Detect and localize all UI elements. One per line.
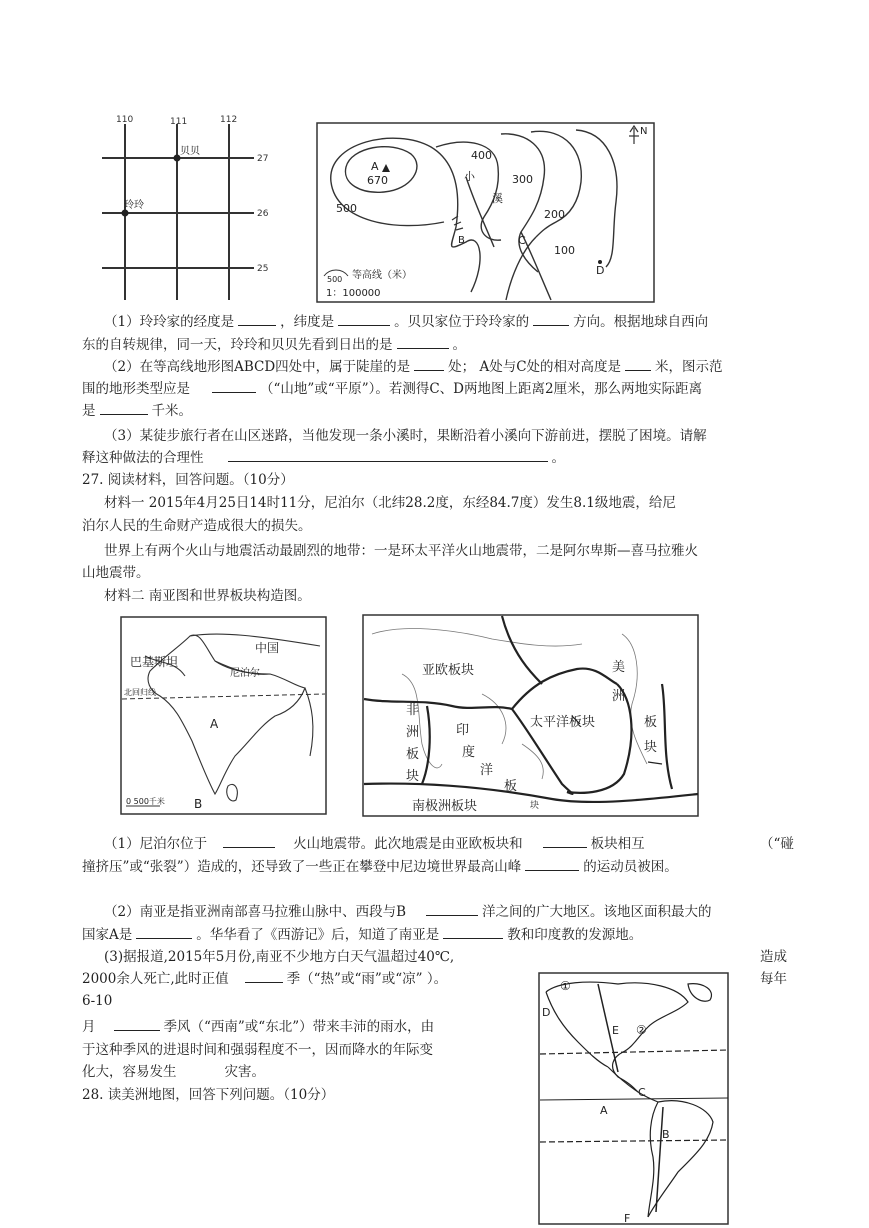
lon-label-111: 111 bbox=[170, 117, 188, 127]
americas-circle-1: ① bbox=[560, 979, 571, 993]
legend-contour-label: 等高线（米） bbox=[352, 270, 412, 281]
contour-label-100: 100 bbox=[554, 244, 575, 257]
pakistan-label: 巴基斯坦 bbox=[130, 655, 179, 669]
q27-s3-line2: 2000余人死亡,此时正值 季（“热”或“雨”或“凉” ）。 bbox=[82, 968, 447, 990]
q27-s2-line2: 国家A是 。华华看了《西游记》后，知道了南亚是 教和印度教的发源地。 bbox=[82, 924, 642, 946]
americas-map bbox=[538, 972, 730, 1226]
q26-line-6: （3）某徒步旅行者在山区迷路，当他发现一条小溪时，果断沿着小溪向下游前进，摆脱了困境。请解 bbox=[104, 428, 707, 444]
lingling-label: 玲玲 bbox=[124, 200, 144, 211]
peak-value: 670 bbox=[367, 174, 388, 187]
q26-line-4: 围的地形类型应是 （“山地”或“平原”）。若测得C、D两地图上距离2厘米，那么两地实际距离 bbox=[82, 378, 702, 400]
contour-label-200: 200 bbox=[544, 208, 565, 221]
american-plate-char-2: 洲 bbox=[612, 689, 626, 704]
eurasian-plate-label: 亚欧板块 bbox=[422, 663, 475, 678]
point-b-label: B bbox=[458, 235, 465, 246]
indian-plate-char-1: 印 bbox=[456, 723, 470, 738]
q27-s1-choice: （“碰 bbox=[760, 836, 794, 852]
q26-line-5: 是 千米。 bbox=[82, 400, 192, 422]
americas-label-d: D bbox=[542, 1006, 551, 1019]
q27-title: 27. 阅读材料，回答问题。（10分） bbox=[82, 472, 294, 488]
americas-label-e: E bbox=[612, 1024, 619, 1037]
extra-plate-char: 块 bbox=[530, 801, 540, 811]
lat-lon-grid-map bbox=[98, 110, 288, 305]
q26-line-2: 东的自转规律，同一天，玲玲和贝贝先看到日出的是 。 bbox=[82, 334, 466, 356]
q27-s3-line5: 化大，容易发生 灾害。 bbox=[82, 1064, 265, 1080]
nepal-label: 尼泊尔 bbox=[230, 668, 260, 679]
lat-label-25: 25 bbox=[257, 264, 269, 274]
q26-line-7: 释这种做法的合理性 。 bbox=[82, 447, 565, 469]
q27-material2: 材料二 南亚图和世界板块构造图。 bbox=[104, 588, 311, 604]
q28-title: 28. 读美洲地图，回答下列问题。（10分） bbox=[82, 1087, 335, 1103]
tropic-label: 北回归线 bbox=[124, 688, 156, 697]
south-asia-map bbox=[120, 616, 328, 816]
q27-s1-line2: 撞挤压”或“张裂”）造成的，还导致了一些正在攀登中尼边境世界最高山峰 的运动员被困。 bbox=[82, 856, 678, 878]
contour-label-400: 400 bbox=[471, 149, 492, 162]
indian-plate-char-2: 度 bbox=[462, 745, 476, 760]
contour-map bbox=[316, 122, 656, 304]
q27-s3-line3: 月 季风（“西南”或“东北”）带来丰沛的雨水，由 bbox=[82, 1016, 434, 1038]
indian-plate-char-4: 板 bbox=[504, 779, 518, 794]
china-label: 中国 bbox=[255, 641, 280, 655]
contour-label-300: 300 bbox=[512, 173, 533, 186]
q26-line-3: （2）在等高线地形图ABCD四处中，属于陡崖的是 处； A处与C处的相对高度是 米，图示范 bbox=[104, 356, 723, 378]
q26-line-1: （1）玲玲家的经度是 ，纬度是 。贝贝家位于玲玲家的 方向。根据地球自西向 bbox=[104, 311, 708, 333]
world-plates-map bbox=[362, 614, 700, 818]
q27-s1-line1: （1）尼泊尔位于 火山地震带。此次地震是由亚欧板块和 板块相互 bbox=[104, 833, 645, 855]
q27-s2-line1: （2）南亚是指亚洲南部喜马拉雅山脉中、西段与B 洋之间的广大地区。该地区面积最大的 bbox=[104, 901, 712, 923]
lat-label-27: 27 bbox=[257, 154, 269, 164]
african-plate-char-1: 非 bbox=[406, 703, 420, 718]
q27-material1-line2: 泊尔人民的生命财产造成很大的损失。 bbox=[82, 518, 312, 534]
americas-label-f: F bbox=[624, 1212, 631, 1225]
african-plate-char-4: 块 bbox=[406, 769, 420, 784]
lon-label-112: 112 bbox=[220, 115, 238, 125]
lat-label-26: 26 bbox=[257, 209, 269, 219]
american-plate-char-1: 美 bbox=[612, 660, 626, 675]
legend-scale: 1：100000 bbox=[326, 288, 381, 299]
q27-s3-months: 6-10 bbox=[82, 993, 113, 1009]
americas-label-c: C bbox=[638, 1086, 646, 1099]
americas-label-b: B bbox=[662, 1128, 670, 1141]
q27-material1-line3: 世界上有两个火山与地震活动最剧烈的地带：一是环太平洋火山地震带，二是阿尔卑斯—喜马拉雅火 bbox=[104, 543, 698, 559]
ocean-b-label: B bbox=[194, 797, 203, 811]
beibei-label: 贝贝 bbox=[180, 146, 200, 157]
antarctic-plate-label: 南极洲板块 bbox=[412, 799, 478, 814]
americas-circle-2: ② bbox=[636, 1023, 647, 1037]
americas-label-a: A bbox=[600, 1104, 608, 1117]
scale-label: 0 500千米 bbox=[126, 797, 165, 806]
country-a-label: A bbox=[210, 717, 219, 731]
q27-s3-cause: 造成 bbox=[760, 949, 787, 965]
american-plate-char-4: 块 bbox=[644, 740, 658, 755]
american-plate-char-3: 板 bbox=[644, 715, 658, 730]
african-plate-char-3: 板 bbox=[406, 747, 420, 762]
q27-material1-line4: 山地震带。 bbox=[82, 565, 150, 581]
q27-s3-every-year: 每年 bbox=[760, 971, 787, 987]
point-d-label: D bbox=[596, 264, 605, 277]
lon-label-110: 110 bbox=[116, 115, 134, 125]
contour-label-500: 500 bbox=[336, 202, 357, 215]
q27-material1-line1: 材料一 2015年4月25日14时11分，尼泊尔（北纬28.2度，东经84.7度）发生8.1级地震，给尼 bbox=[104, 495, 676, 511]
point-c-label: C bbox=[518, 234, 526, 247]
legend-contour-value: 500 bbox=[327, 275, 343, 284]
stream-char-1: 小 bbox=[464, 170, 475, 183]
pacific-plate-label: 太平洋板块 bbox=[530, 715, 596, 730]
q27-s3-line1: (3)据报道,2015年5月份,南亚不少地方白天气温超过40℃, bbox=[104, 949, 455, 965]
indian-plate-char-3: 洋 bbox=[480, 763, 494, 778]
african-plate-char-2: 洲 bbox=[406, 725, 420, 740]
peak-letter: A bbox=[371, 160, 379, 173]
north-label: N bbox=[640, 126, 648, 137]
stream-char-2: 溪 bbox=[492, 192, 503, 205]
q27-s3-line4: 于这种季风的进退时间和强弱程度不一，因而降水的年际变 bbox=[82, 1042, 433, 1058]
